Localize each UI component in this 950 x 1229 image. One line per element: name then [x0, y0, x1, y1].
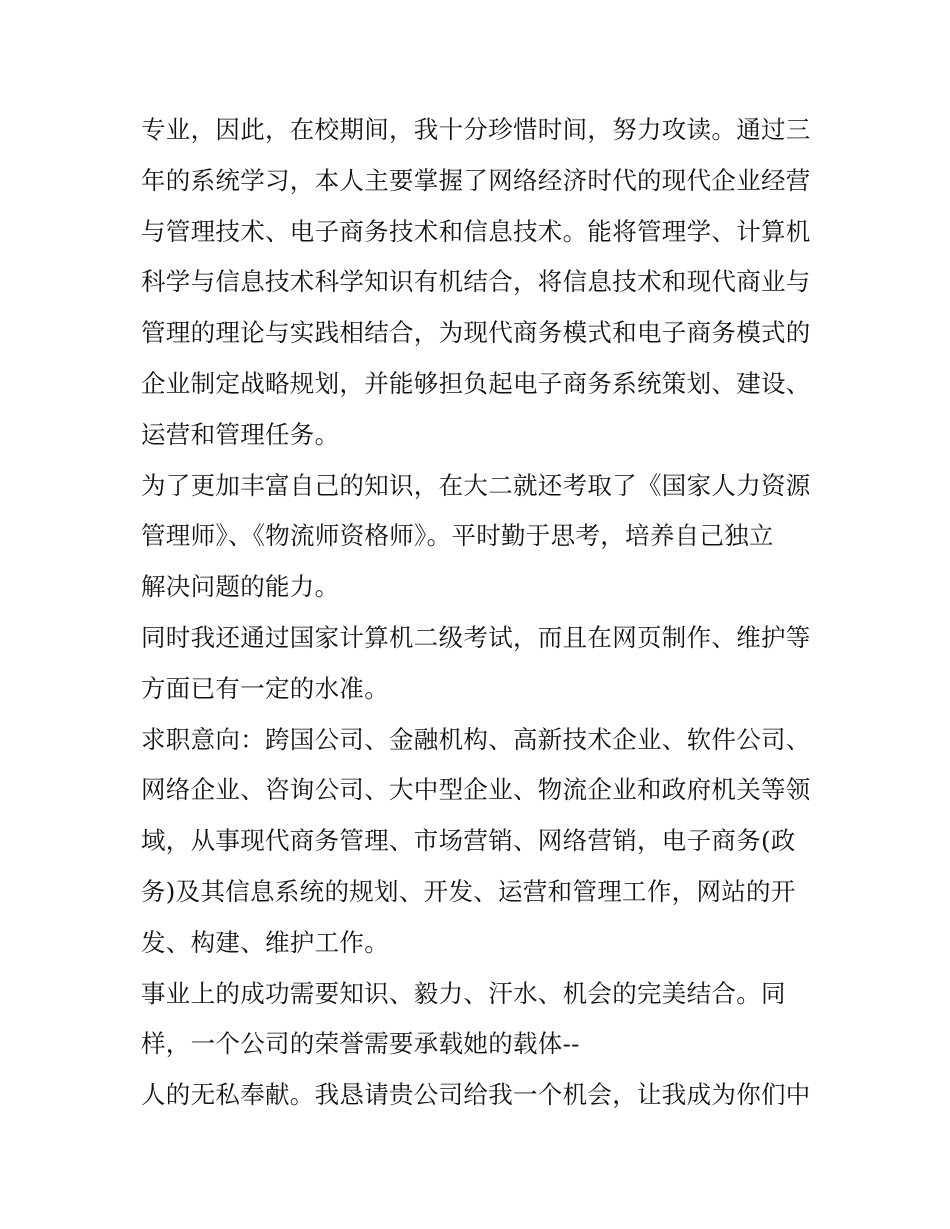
text-line: 同时我还通过国家计算机二级考试，而且在网页制作、维护等 [141, 622, 811, 652]
text-line: 企业制定战略规划，并能够担负起电子商务系统策划、建设、 [141, 368, 811, 398]
text-line: 求职意向：跨国公司、金融机构、高新技术企业、软件公司、 [141, 724, 811, 754]
text-line: 方面已有一定的水准。 [141, 673, 389, 703]
text-line: 与管理技术、电子商务技术和信息技术。能将管理学、计算机 [141, 216, 811, 246]
text-line: 运营和管理任务。 [141, 419, 340, 449]
body-text [141, 105, 821, 1121]
text-line: 专业，因此，在校期间，我十分珍惜时间，努力攻读。通过三 [141, 115, 811, 144]
text-line: 务)及其信息系统的规划、开发、运营和管理工作，网站的开 [141, 876, 796, 906]
text-line: 域，从事现代商务管理、市场营销、网络营销，电子商务(政 [141, 826, 796, 856]
text-line: 解决问题的能力。 [141, 572, 340, 602]
text-line: 管理的理论与实践相结合，为现代商务模式和电子商务模式的 [141, 318, 811, 348]
text-line: 年的系统学习，本人主要掌握了网络经济时代的现代企业经营 [141, 165, 811, 195]
text-line: 网络企业、咨询公司、大中型企业、物流企业和政府机关等领 [141, 775, 811, 805]
text-line: 管理师》、《物流师资格师》。平时勤于思考，培养自己独立 [141, 521, 774, 551]
text-line: 人的无私奉献。我恳请贵公司给我一个机会，让我成为你们中 [141, 1080, 811, 1110]
text-line: 科学与信息技术科学知识有机结合，将信息技术和现代商业与 [141, 267, 811, 297]
text-line: 发、构建、维护工作。 [141, 927, 389, 957]
text-line: 事业上的成功需要知识、毅力、汗水、机会的完美结合。同 [141, 978, 786, 1008]
text-line: 样，一个公司的荣誉需要承载她的载体-- [141, 1029, 580, 1059]
text-line: 为了更加丰富自己的知识，在大二就还考取了《国家人力资源 [141, 470, 811, 500]
